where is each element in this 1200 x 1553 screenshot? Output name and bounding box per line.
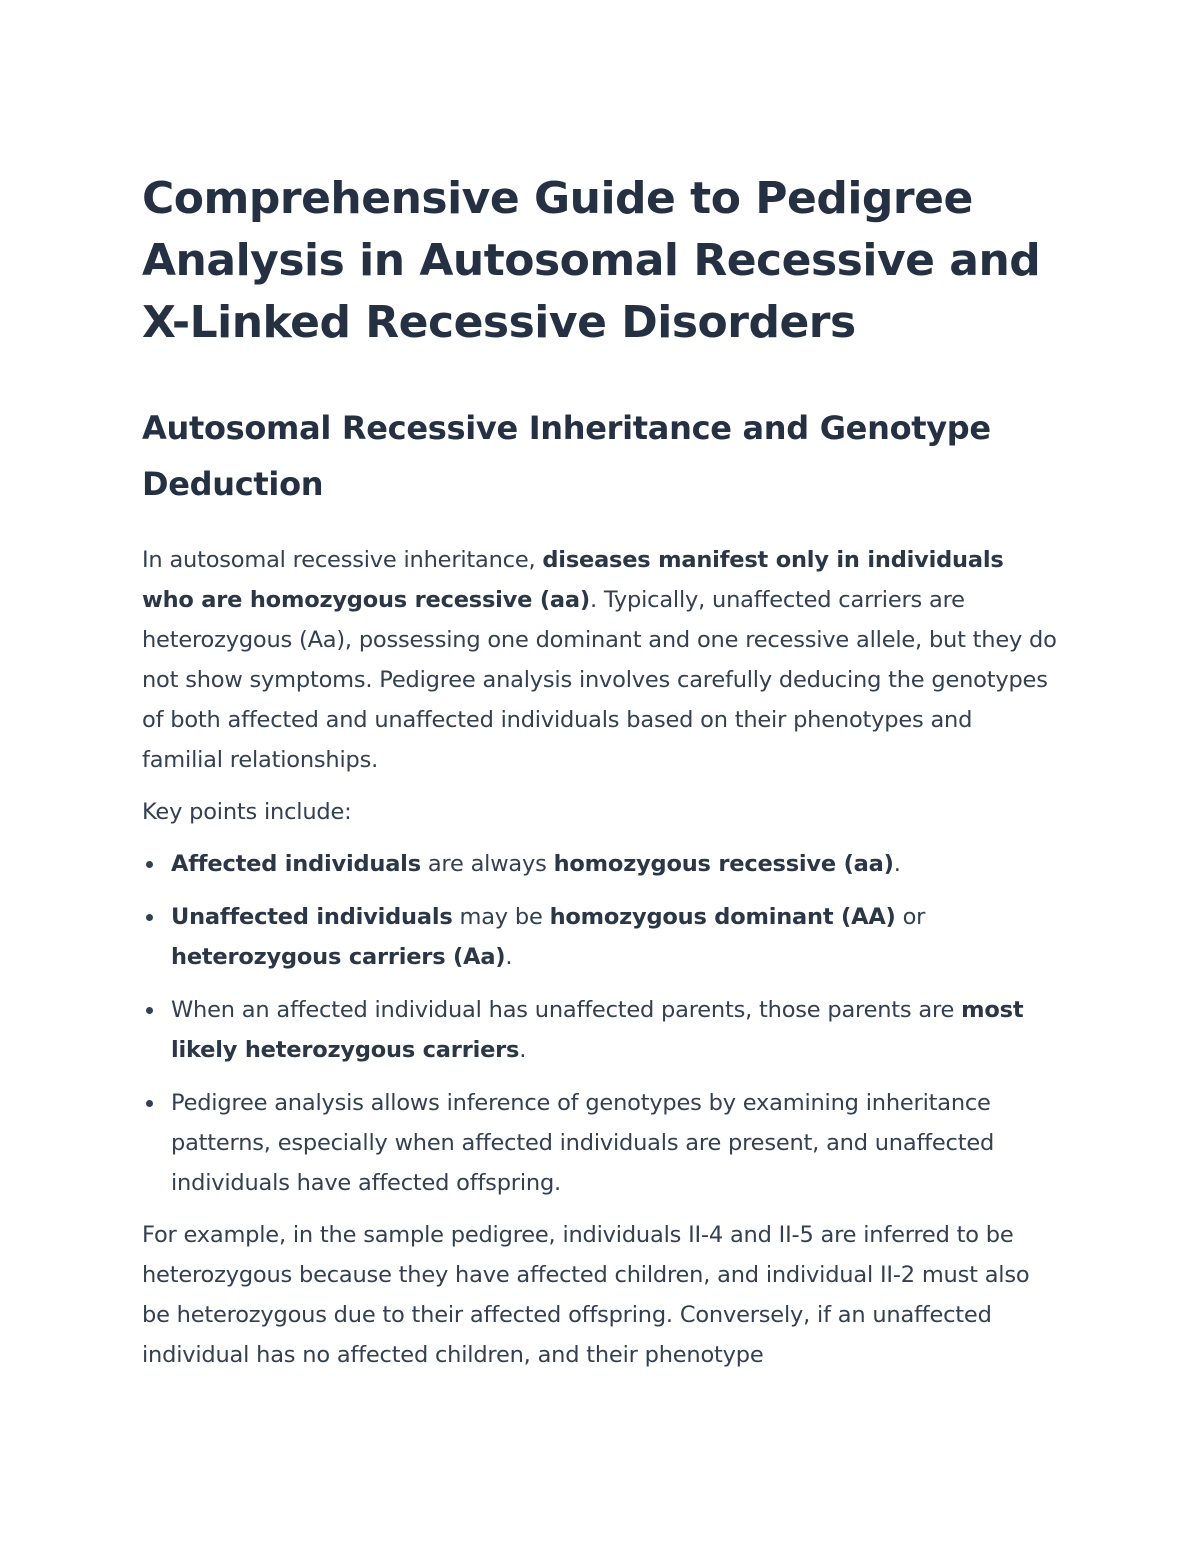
point-text: . xyxy=(505,944,513,970)
point-bold: Affected individuals xyxy=(171,851,421,877)
document-title: Comprehensive Guide to Pedigree Analysis in Autosomal Recessive and X-Linked Recessive Disorders xyxy=(142,173,1041,348)
point-text: . xyxy=(893,851,901,877)
point-bold: homozygous recessive (aa) xyxy=(553,851,894,877)
bullet-icon xyxy=(146,1100,153,1107)
list-item xyxy=(142,897,1058,977)
key-points-list xyxy=(142,844,1058,1203)
intro-text-1: In autosomal recessive inheritance, xyxy=(142,547,543,573)
point-bold: most likely heterozygous carriers xyxy=(171,997,1024,1063)
key-points-label: Key points include: xyxy=(142,799,352,825)
intro-text-2: . Typically, unaffected carriers are heterozygous (Aa), possessing one dominant and one recessive allele, but they do not show symptoms. Pedigree analysis involves carefully deducing the genotypes of both affected and unaffected individuals based on their phenotypes and familial relationships. xyxy=(142,587,1057,773)
point-bold: homozygous dominant (AA) xyxy=(549,904,896,930)
bullet-icon xyxy=(146,914,153,921)
section-heading: Autosomal Recessive Inheritance and Genotype Deduction xyxy=(142,409,991,503)
bullet-icon xyxy=(146,1007,153,1014)
point-bold: Unaffected individuals xyxy=(171,904,453,930)
point-text: Pedigree analysis allows inference of genotypes by examining inheritance patterns, especially when affected individuals are present, and unaffected individuals have affected offspring. xyxy=(171,1090,995,1196)
intro-bold-1: diseases manifest only in individuals who are homozygous recessive (aa) xyxy=(142,547,1004,613)
point-text: are always xyxy=(420,851,554,877)
list-item xyxy=(142,990,1058,1070)
point-text: may be xyxy=(452,904,550,930)
point-text: When an affected individual has unaffected parents, those parents are xyxy=(171,997,962,1023)
document-page xyxy=(142,168,1058,1375)
point-text: . xyxy=(519,1037,527,1063)
point-bold: heterozygous carriers (Aa) xyxy=(171,944,506,970)
example-paragraph: For example, in the sample pedigree, individuals II-4 and II-5 are inferred to be heterozygous because they have affected children, and individual II-2 must also be heterozygous due to their affected offspring. Conversely, if an unaffected individual has no affected children, and their phenotype xyxy=(142,1222,1030,1368)
list-item xyxy=(142,1083,1058,1203)
point-text: or xyxy=(895,904,926,930)
bullet-icon xyxy=(146,861,153,868)
intro-paragraph xyxy=(142,540,1058,780)
list-item xyxy=(142,844,1058,884)
